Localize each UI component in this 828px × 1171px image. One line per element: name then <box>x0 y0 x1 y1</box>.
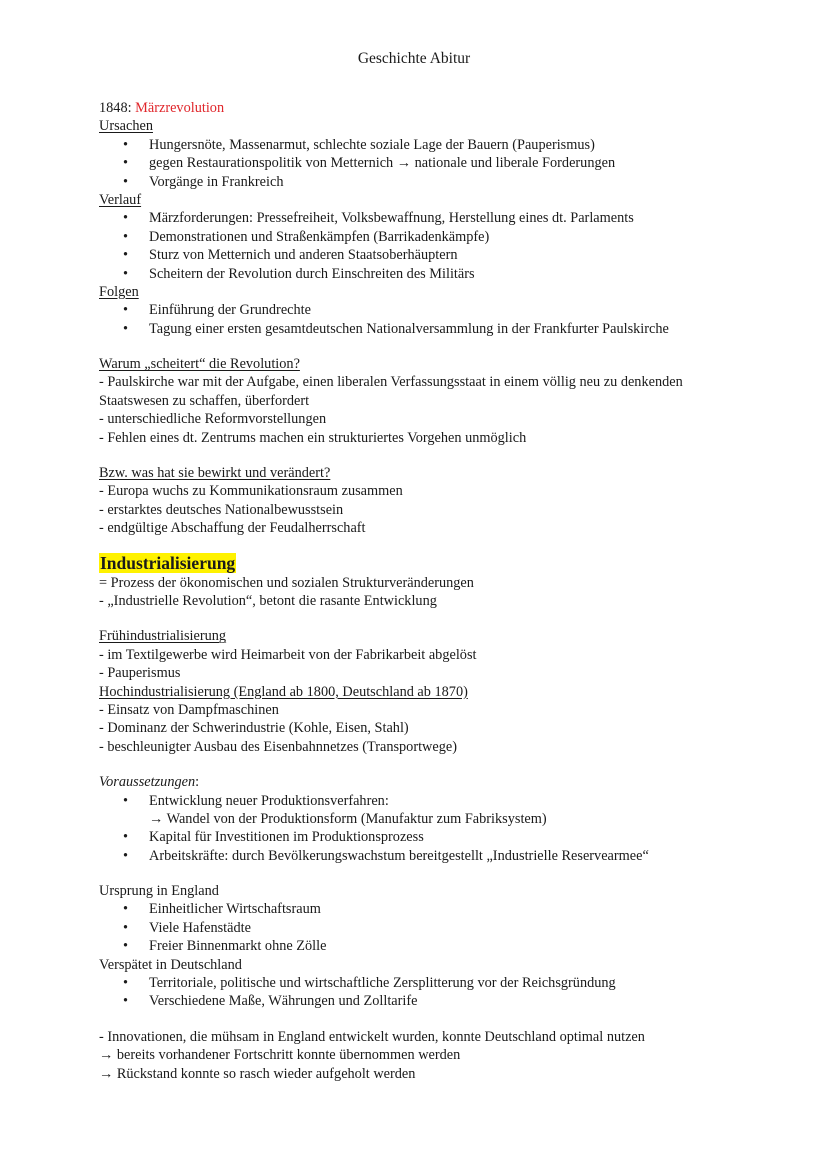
list-item: • Hungersnöte, Massenarmut, schlechte soziale Lage der Bauern (Pauperismus) <box>99 136 799 154</box>
list-item: • Tagung einer ersten gesamtdeutschen Nationalversammlung in der Frankfurter Paulskirche <box>99 320 799 338</box>
industrialisierung-heading: Industrialisierung <box>100 552 236 573</box>
list-item: • Verschiedene Maße, Währungen und Zolltarife <box>99 992 799 1010</box>
page-title: Geschichte Abitur <box>357 50 471 67</box>
list-item: • Territoriale, politische und wirtschaftliche Zersplitterung vor der Reichsgründung <box>99 974 799 992</box>
england-list <box>99 900 799 955</box>
year-label: 1848: <box>99 100 132 116</box>
text-line: - beschleunigter Ausbau des Eisenbahnnetzes (Transportwege) <box>99 738 457 755</box>
deutschland-heading: Verspätet in Deutschland <box>99 956 242 973</box>
list-item: • Kapital für Investitionen im Produktionsprozess <box>99 828 799 846</box>
verlauf-label: Verlauf <box>99 191 142 208</box>
list-item: • Einführung der Grundrechte <box>99 301 799 319</box>
text-line: - „Industrielle Revolution“, betont die rasante Entwicklung <box>99 592 437 609</box>
list-item: • gegen Restaurationspolitik von Metternich → nationale und liberale Forderungen <box>99 154 799 172</box>
list-item: • Vorgänge in Frankreich <box>99 173 799 191</box>
list-item: • Freier Binnenmarkt ohne Zölle <box>99 937 799 955</box>
text-line: → Rückstand konnte so rasch wieder aufgeholt werden <box>99 1065 416 1082</box>
text-line: = Prozess der ökonomischen und sozialen Strukturveränderungen <box>99 574 474 591</box>
text-line: - Einsatz von Dampfmaschinen <box>99 701 279 718</box>
verlauf-list <box>99 209 799 283</box>
text-line: - Dominanz der Schwerindustrie (Kohle, Eisen, Stahl) <box>99 720 409 737</box>
list-item: • Entwicklung neuer Produktionsverfahren: <box>99 792 799 810</box>
list-item: • Sturz von Metternich und anderen Staatsoberhäuptern <box>99 246 799 264</box>
voraussetzungen-list-cont <box>99 828 799 865</box>
deutschland-list <box>99 974 799 1011</box>
text-line: - Fehlen eines dt. Zentrums machen ein strukturiertes Vorgehen unmöglich <box>99 429 527 446</box>
list-item: • Demonstrationen und Straßenkämpfen (Barrikadenkämpfe) <box>99 228 799 246</box>
list-item: • Märzforderungen: Pressefreiheit, Volksbewaffnung, Herstellung eines dt. Parlaments <box>99 209 799 227</box>
voraussetzungen-list <box>99 792 799 810</box>
bewirkt-heading: Bzw. was hat sie bewirkt und verändert? <box>99 465 331 482</box>
text-line: - endgültige Abschaffung der Feudalherrschaft <box>99 520 366 537</box>
folgen-label: Folgen <box>99 283 139 300</box>
folgen-list <box>99 301 799 338</box>
text-line: - Paulskirche war mit der Aufgabe, einen liberalen Verfassungsstaat in einem völlig neu zu denkenden <box>99 374 683 391</box>
text-line: → bereits vorhandener Fortschritt konnte übernommen werden <box>99 1047 461 1064</box>
england-heading: Ursprung in England <box>99 883 219 900</box>
text-line: - Pauperismus <box>99 665 181 682</box>
list-item: • Einheitlicher Wirtschaftsraum <box>99 900 799 918</box>
text-line: - Innovationen, die mühsam in England entwickelt wurden, konnte Deutschland optimal nutzen <box>99 1028 645 1045</box>
ursachen-list <box>99 136 799 191</box>
voraussetzungen-heading: Voraussetzungen: <box>99 774 200 791</box>
list-item: • Viele Hafenstädte <box>99 919 799 937</box>
list-item: • Arbeitskräfte: durch Bevölkerungswachstum bereitgestellt „Industrielle Reservearmee“ <box>99 847 799 865</box>
sub-item: → Wandel von der Produktionsform (Manufaktur zum Fabriksystem) <box>149 810 547 827</box>
hoch-label: Hochindustrialisierung (England ab 1800, Deutschland ab 1870) <box>99 683 468 700</box>
text-line: - erstarktes deutsches Nationalbewusstsein <box>99 501 344 518</box>
revolution-name: Märzrevolution <box>135 100 225 116</box>
text-line: - Europa wuchs zu Kommunikationsraum zusammen <box>99 483 403 500</box>
text-line: Staatswesen zu schaffen, überfordert <box>99 392 310 409</box>
warum-heading: Warum „scheitert“ die Revolution? <box>99 356 300 373</box>
section-1848-heading <box>99 99 799 117</box>
list-item: • Scheitern der Revolution durch Einschreiten des Militärs <box>99 265 799 283</box>
frueh-label: Frühindustrialisierung <box>99 628 227 645</box>
document-body <box>99 99 799 1083</box>
text-line: - unterschiedliche Reformvorstellungen <box>99 411 327 428</box>
ursachen-label: Ursachen <box>99 118 153 135</box>
text-line: - im Textilgewerbe wird Heimarbeit von der Fabrikarbeit abgelöst <box>99 646 477 663</box>
